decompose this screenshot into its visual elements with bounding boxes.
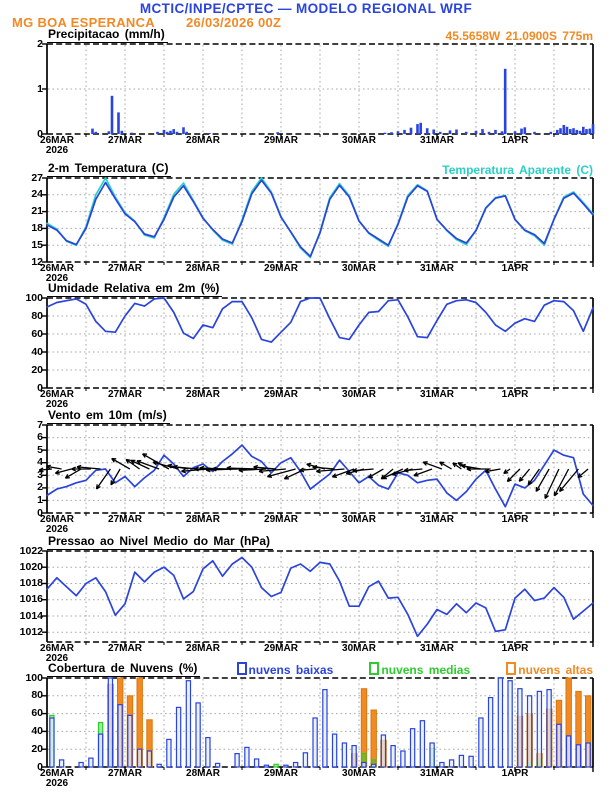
x-tick-label: 29MAR [264,263,298,274]
x-tick-label: 28MAR [186,135,220,146]
y-tick-label: 40 [31,724,43,737]
x-tick-label: 29MAR [264,643,298,654]
humidity-title: Umidade Relativa em 2m (%) [47,282,222,297]
x-axis-year-label: 2026 [45,273,69,284]
y-tick-label: 100 [25,671,43,684]
x-tick-label: 1APR [501,643,529,654]
y-tick-label: 80 [31,309,43,322]
x-tick-label: 31MAR [420,135,454,146]
y-tick-label: 1016 [19,593,43,606]
panel-title-row-pressure [47,535,593,550]
y-tick-label: 2 [37,37,43,50]
y-tick-label: 0 [37,506,43,519]
cloud-legend-green [369,662,470,677]
x-tick-label: 28MAR [186,263,220,274]
x-tick-label: 28MAR [186,768,220,779]
x-tick-label: 27MAR [108,643,142,654]
y-tick-label: 0 [37,760,43,773]
x-tick-label: 27MAR [108,263,142,274]
x-tick-label: 30MAR [342,135,376,146]
y-tick-label: 27 [31,171,43,184]
x-tick-label: 30MAR [342,643,376,654]
y-tick-label: 6 [37,431,43,444]
station-name: MG BOA ESPERANCA [12,15,155,30]
y-tick-label: 1022 [19,544,43,557]
legend-square-icon [369,662,379,675]
x-tick-label: 31MAR [420,514,454,525]
panel-title-row-clouds [47,662,593,677]
y-tick-label: 0 [37,127,43,140]
x-tick-label: 1APR [501,263,529,274]
x-tick-label: 26MAR [40,389,74,400]
y-tick-label: 20 [31,742,43,755]
y-tick-label: 40 [31,345,43,358]
y-tick-label: 1 [37,493,43,506]
legend-label: nuvens altas [518,663,593,677]
y-tick-label: 100 [25,291,43,304]
y-tick-label: 60 [31,707,43,720]
cloud-legend-orange [506,662,593,677]
x-tick-label: 28MAR [186,514,220,525]
y-tick-label: 1 [37,82,43,95]
pressure-title: Pressao ao Nivel Medio do Mar (hPa) [47,535,273,550]
y-tick-label: 1014 [19,609,43,622]
x-tick-label: 1APR [501,514,529,525]
x-axis-year-label: 2026 [45,778,69,789]
clouds-title: Cobertura de Nuvens (%) [47,662,200,677]
x-tick-label: 30MAR [342,389,376,400]
x-tick-label: 29MAR [264,135,298,146]
panel-title-row-precipitation [47,28,593,43]
x-tick-label: 26MAR [40,768,74,779]
y-tick-label: 80 [31,689,43,702]
panel-title-row-temperature [47,162,593,177]
legend-label: nuvens baixas [248,663,334,677]
cloud-legend-blue [237,662,334,677]
y-tick-label: 24 [31,188,43,201]
temperature-title: 2-m Temperatura (C) [47,162,171,177]
x-tick-label: 30MAR [342,514,376,525]
x-tick-label: 1APR [501,389,529,400]
x-tick-label: 29MAR [264,389,298,400]
y-tick-label: 1012 [19,625,43,638]
station-coordinates: 45.5658W 21.0900S 775m [445,29,593,43]
apparent-temperature-legend: Temperatura Aparente (C) [442,163,593,177]
y-tick-label: 20 [31,363,43,376]
x-tick-label: 26MAR [40,514,74,525]
legend-label: nuvens medias [381,663,471,677]
x-tick-label: 31MAR [420,768,454,779]
y-tick-label: 21 [31,205,43,218]
y-tick-label: 60 [31,327,43,340]
legend-square-icon [506,662,516,675]
x-tick-label: 30MAR [342,263,376,274]
y-tick-label: 1020 [19,560,43,573]
y-tick-label: 7 [37,418,43,431]
x-tick-label: 27MAR [108,135,142,146]
x-tick-label: 27MAR [108,768,142,779]
y-tick-label: 15 [31,238,43,251]
x-tick-label: 27MAR [108,514,142,525]
run-datetime: 26/03/2026 00Z [186,15,282,30]
x-tick-label: 30MAR [342,768,376,779]
legend-square-icon [237,662,247,675]
x-axis-year-label: 2026 [45,145,69,156]
x-tick-label: 28MAR [186,389,220,400]
x-tick-label: 31MAR [420,389,454,400]
x-axis-year-label: 2026 [45,524,69,535]
y-tick-label: 18 [31,221,43,234]
x-tick-label: 31MAR [420,643,454,654]
x-tick-label: 27MAR [108,389,142,400]
x-tick-label: 29MAR [264,514,298,525]
panel-title-row-wind [47,409,593,424]
x-tick-label: 29MAR [264,768,298,779]
x-tick-label: 1APR [501,768,529,779]
y-tick-label: 1018 [19,577,43,589]
wind-title: Vento em 10m (m/s) [47,409,170,424]
x-tick-label: 28MAR [186,643,220,654]
panel-title-row-humidity [47,282,593,297]
x-tick-label: 26MAR [40,643,74,654]
x-axis-year-label: 2026 [45,653,69,664]
x-tick-label: 1APR [501,135,529,146]
y-tick-label: 12 [31,255,43,268]
x-tick-label: 31MAR [420,263,454,274]
page-title: MCTIC/INPE/CPTEC — MODELO REGIONAL WRF [139,1,473,16]
y-tick-label: 3 [37,468,43,481]
x-tick-label: 26MAR [40,135,74,146]
x-tick-label: 26MAR [40,263,74,274]
precipitation-title: Precipitacao (mm/h) [47,28,168,43]
x-axis-year-label: 2026 [45,399,69,410]
y-tick-label: 4 [37,456,43,469]
y-tick-label: 0 [37,381,43,394]
y-tick-label: 2 [37,481,43,494]
y-tick-label: 5 [37,443,43,456]
